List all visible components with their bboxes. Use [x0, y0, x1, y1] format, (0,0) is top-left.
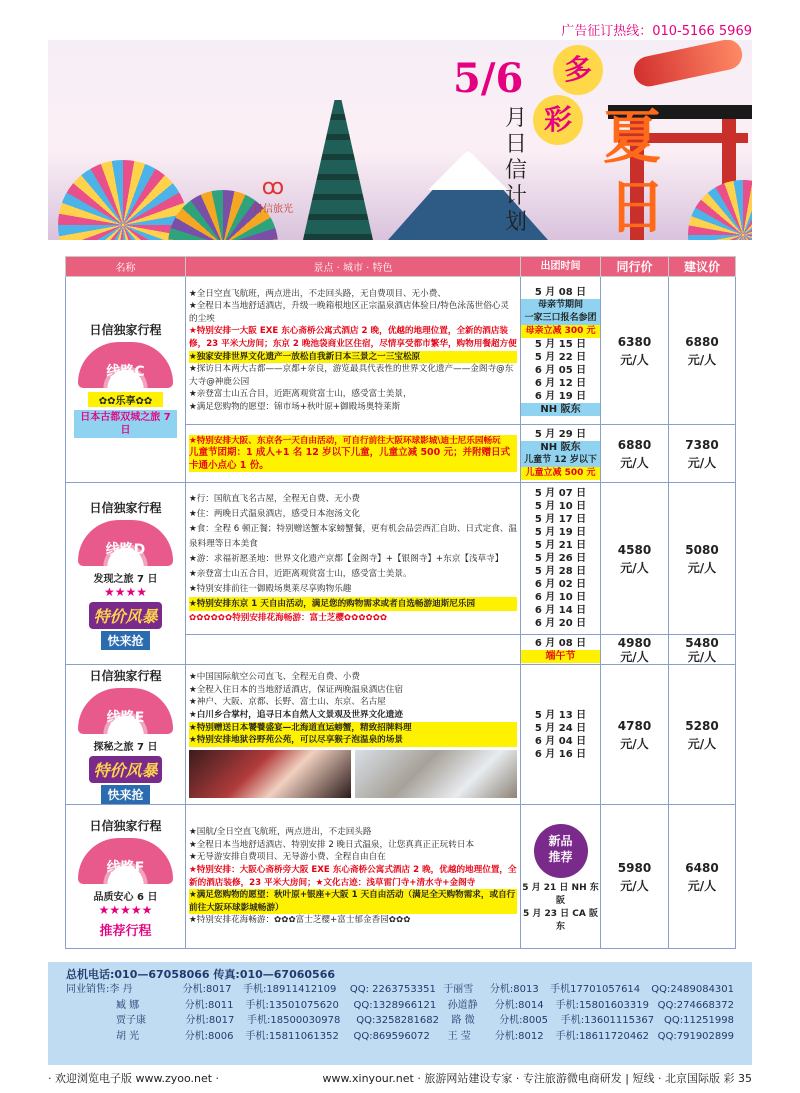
snow-monkey-photo [355, 750, 517, 798]
contact-mobile: 手机:13501075620 [245, 999, 339, 1011]
route-c-name-cell [66, 277, 186, 483]
date-item: 6 月 08 日 [534, 637, 587, 649]
route-d-dates-2 [521, 635, 601, 665]
date-item: 6 月 19 日 [534, 390, 587, 402]
route-e-dates [521, 665, 601, 805]
contact-ext: 分机:8017 [185, 1015, 235, 1026]
price-unit: 元/人 [620, 736, 649, 751]
route-badge: 线路D [78, 520, 173, 566]
date-note: 儿童立减 500 元 [521, 467, 600, 480]
contact-qq: QQ:2489084301 [651, 984, 735, 995]
recommend-label: 推荐行程 [99, 923, 152, 939]
exclusive-label: 日信独家行程 [89, 501, 162, 515]
contact-row [66, 982, 734, 998]
contact-mobile: 手机:15801603319 [555, 999, 649, 1011]
route-c-suggested-2 [669, 425, 736, 483]
route-d-price [601, 483, 669, 635]
date-item: 6 月 14 日 [534, 605, 587, 616]
date-item: 6 月 20 日 [534, 618, 587, 629]
table-row [66, 665, 736, 805]
contact-mobile: 手机:18911412109 [242, 984, 337, 995]
price-unit: 元/人 [687, 455, 717, 470]
price-value: 5980 [617, 860, 652, 875]
contact-ext: 分机:8006 [184, 1030, 234, 1042]
route-c-spots [186, 277, 521, 425]
route-f-suggested [669, 805, 736, 949]
route-d-spots [186, 483, 521, 635]
date-item: 5 月 28 日 [534, 566, 587, 577]
date-item: 5 月 15 日 [534, 338, 587, 350]
date-item: 6 月 16 日 [534, 748, 587, 760]
contact-panel [48, 962, 752, 1065]
footer-right[interactable]: www.xinyour.net · 旅游网站建设专家 · 专注旅游微电商研发 | 短线 · 北京国际版 彩 35 [322, 1072, 752, 1085]
route-badge: 线路F [78, 838, 173, 884]
date-item: 5 月 26 日 [534, 553, 587, 564]
spot-line: ★住：两晚日式温泉酒店，感受日本泡汤文化 [189, 509, 360, 519]
new-product-badge: 新品 推荐 [534, 824, 588, 878]
contact-row [66, 1029, 734, 1045]
price-unit: 元/人 [687, 649, 717, 664]
date-note: 母亲立减 300 元 [521, 325, 600, 338]
spot-line: ★特别安排一大阪 EXE 东心斋桥公寓式酒店 2 晚，优越的地理位置，全新的酒店装修，23 平米大房间；东京 2 晚池袋商业区住宿，尽情享受都市繁华，购物用餐超方便 [189, 326, 517, 349]
table-row [66, 277, 736, 425]
contact-qq: QQ:1328966121 [353, 999, 437, 1011]
spot-line: ★全程日本当地舒适酒店、特别安排 2 晚日式温泉，让您真真正正玩转日本 [189, 839, 475, 850]
table-row [66, 483, 736, 635]
spot-line: ★国航/全日空直飞航班，两点进出，不走回头路 [189, 827, 372, 838]
price-value: 5480 [685, 635, 719, 650]
route-d-price-2 [601, 635, 669, 665]
route-c-dates-2 [521, 425, 601, 483]
route-d-spots-empty [186, 635, 521, 665]
promo-badge: 特价风暴 [89, 756, 161, 783]
koi-streamer-illustration [631, 40, 745, 89]
banner-word-ri: 日 [608, 173, 667, 240]
contact-ext: 分机:8014 [494, 999, 544, 1011]
contact-name: 于丽雪 [443, 984, 474, 995]
price-value: 5080 [685, 542, 719, 557]
price-value: 6480 [685, 860, 719, 875]
price-value: 6380 [617, 334, 652, 349]
table-row [66, 805, 736, 949]
route-tag: 探秘之旅 7 日 [93, 742, 158, 753]
spot-line: ★满足您购物的愿望：秋叶原+银座+大阪 1 天自由活动（满足全天购物需求，或自行前往大阪环球影城畅游） [189, 890, 516, 913]
spot-line: ★神户、大阪、京都、长野、富士山、东京、名古屋 [189, 697, 386, 708]
contact-name: 贾子康 [116, 1015, 146, 1026]
spot-line: ★亲登富士山五合目，近距离观赏富士山，感受富士美景。 [189, 569, 412, 579]
contact-row [66, 1013, 734, 1029]
header-spots: 景点 · 城市 · 特色 [186, 257, 521, 277]
price-unit: 元/人 [687, 878, 717, 893]
header-suggested: 建议价 [669, 257, 736, 277]
holiday-note: 端午节 [521, 650, 600, 663]
spot-line: ✿✿✿✿✿✿特别安排花海畅游：富士芝樱✿✿✿✿✿✿ [189, 613, 388, 623]
date-item: 5 月 22 日 [534, 351, 587, 363]
price-unit: 元/人 [620, 455, 649, 470]
route-f-spots [186, 805, 521, 949]
spot-line: ★满足您购物的愿望：锦市场+秋叶原+御殿场奥特莱斯 [189, 401, 401, 412]
route-tag: 发现之旅 7 日 [93, 574, 158, 585]
banner-word-duo: 多 [553, 45, 603, 95]
footer-left[interactable]: · 欢迎浏览电子版 www.zyoo.net · [48, 1072, 220, 1085]
date-item: 5 月 21 日 NH 东阪 [522, 882, 599, 906]
date-item: 6 月 02 日 [534, 579, 587, 590]
contact-mobile: 手机:15811061352 [245, 1030, 339, 1042]
route-tag: ✿✿乐享✿✿ [88, 392, 163, 407]
company-logo: ꝏ 日信旅光 [253, 175, 293, 215]
price-value: 4780 [617, 718, 652, 733]
spot-line: ★全日空直飞航班，两点进出，不走回头路，无自费项目、无小费、 [189, 288, 446, 299]
page-footer [48, 1070, 752, 1086]
date-item: 5 月 23 日 CA 阪东 [522, 908, 599, 932]
route-subtitle: 日本古都双城之旅 7 日 [74, 410, 177, 438]
spot-line: ★特别安排前往一御殿场奥莱尽享购物乐趣 [189, 584, 352, 594]
date-item: 6 月 04 日 [534, 735, 587, 747]
route-f-name-cell [66, 805, 186, 949]
route-c-price [601, 277, 669, 425]
spot-line: ★游：求福祈愿圣地：世界文化遗产京都【金阁寺】+【银阁寺】+东京【浅草寺】 [189, 554, 504, 564]
contact-mobile: 手机:18611720462 [555, 1030, 649, 1042]
contact-ext: 分机:8012 [494, 1030, 544, 1042]
main-phone: 总机电话:010—67058066 传真:010—67060566 [66, 968, 336, 981]
price-unit: 元/人 [687, 560, 717, 575]
spot-line: ★特别安排花海畅游：✿✿✿富士芝樱+富士郁金香园✿✿✿ [189, 915, 411, 926]
spot-line: ★无导游安排自费项目、无导游小费、全程自由自在 [189, 852, 386, 863]
fan-decoration [58, 160, 188, 240]
route-badge: 线路C [78, 342, 173, 388]
date-item: 5 月 07 日 [534, 488, 587, 499]
tour-table [65, 256, 735, 949]
price-value: 4580 [617, 542, 652, 557]
date-item: 5 月 29 日 [534, 428, 587, 440]
date-item: 6 月 05 日 [534, 364, 587, 376]
price-unit: 元/人 [687, 352, 717, 367]
route-f-dates [521, 805, 601, 949]
price-value: 6880 [617, 437, 652, 452]
date-item: 5 月 24 日 [534, 722, 587, 734]
contact-ext: 分机:8005 [499, 1015, 549, 1026]
banner-word-xia: 夏 [603, 103, 662, 171]
flight-note: NH 阪东 [521, 441, 600, 454]
spot-line: ★行：国航直飞名古屋，全程无自费、无小费 [189, 494, 360, 504]
contact-qq: QQ:791902899 [657, 1030, 734, 1042]
route-badge: 线路E [78, 688, 173, 734]
contact-qq: QQ:11251998 [663, 1015, 734, 1026]
date-item: 5 月 13 日 [534, 709, 587, 721]
date-item: 6 月 10 日 [534, 592, 587, 603]
banner-title-date: 5/6 [453, 55, 524, 102]
route-tag: 品质安心 6 日 [93, 891, 158, 903]
date-item: 5 月 08 日 [534, 286, 587, 298]
contact-mobile: 手机:18500030978 [247, 1015, 341, 1026]
spot-line: ★探访日本两大古都——京都+奈良，游览最具代表性的世界文化遗产——金阁寺@东大寺@神鹿公园 [189, 364, 514, 387]
spot-line: ★特别安排地狱谷野苑公苑，可以尽享猴子泡温泉的场景 [189, 734, 517, 747]
pagoda-illustration [303, 100, 373, 240]
exclusive-label: 日信独家行程 [89, 669, 162, 683]
photo-strip [189, 750, 517, 798]
route-e-suggested [669, 665, 736, 805]
contact-name: 路 微 [451, 1015, 475, 1026]
route-c-spots-extra [186, 425, 521, 483]
date-item: 6 月 12 日 [534, 377, 587, 389]
price-value: 4980 [617, 635, 652, 650]
contact-mobile: 手机17701057614 [550, 984, 641, 995]
banner-title-sub: 月日信计划 [504, 106, 527, 235]
price-unit: 元/人 [620, 352, 649, 367]
date-item: 5 月 21 日 [534, 540, 587, 551]
spot-line: ★特别安排东京 1 天自由活动，满足您的购物需求或者自选畅游迪斯尼乐园 [189, 597, 517, 611]
route-e-price [601, 665, 669, 805]
price-unit: 元/人 [687, 736, 717, 751]
promo-badge: 特价风暴 [89, 602, 161, 629]
spot-line: 儿童节团期：1 成人+1 名 12 岁以下儿童，儿童立减 500 元；并附赠日式卡通小点心 1 份。 [189, 447, 517, 472]
table-header-row [66, 257, 736, 277]
spot-line: ★全程日本当地舒适酒店，升级一晚箱根地区正宗温泉酒店体验日/特色泳荡世俗心灵的尘埃 [189, 301, 509, 324]
contact-qq: QQ: 2263753351 [349, 984, 436, 995]
spot-line: ★独家安排世界文化遗产一放松自我新日本三景之一三宝松原 [189, 351, 517, 364]
contact-ext: 分机:8013 [489, 984, 539, 995]
spot-line: ★白川乡合掌村，追寻日本自然人文景观及世界文化遗迹 [189, 710, 403, 720]
date-note: 一家三口报名参团 [521, 312, 600, 325]
header-name: 名称 [66, 257, 186, 277]
rating-stars: ★★★★★ [98, 902, 153, 917]
exclusive-label: 日信独家行程 [89, 818, 162, 833]
banner-word-cai: 彩 [533, 95, 583, 145]
route-c-suggested [669, 277, 736, 425]
date-note: 儿童节 12 岁以下 [521, 454, 600, 467]
route-d-dates [521, 483, 601, 635]
ad-hotline: 广告征订热线：010-5166 5969 [561, 24, 752, 39]
mount-fuji-snowcap [428, 150, 508, 190]
price-value: 5280 [685, 718, 719, 733]
header-dates: 出团时间 [521, 257, 601, 277]
contact-qq: QQ:274668372 [657, 999, 734, 1011]
price-unit: 元/人 [620, 878, 649, 893]
price-value: 6880 [685, 334, 719, 349]
geisha-photo [189, 750, 351, 798]
contact-row [66, 998, 734, 1014]
contact-name: 胡 光 [116, 1030, 140, 1042]
route-d-suggested [669, 483, 736, 635]
route-d-name-cell [66, 483, 186, 665]
contact-qq: QQ:869596072 [353, 1030, 430, 1042]
spot-line: ★食：全程 6 顿正餐；特别赠送蟹本家螃蟹餐，更有机会品尝西汇自助、日式定食、温泉料理等日本美食 [189, 524, 518, 549]
date-item: 5 月 17 日 [534, 514, 587, 525]
route-c-dates [521, 277, 601, 425]
route-d-suggested-2 [669, 635, 736, 665]
date-note: 母亲节期间 [521, 299, 600, 312]
route-e-name-cell [66, 665, 186, 805]
rush-label: 快来抢 [101, 631, 149, 650]
contact-ext: 分机:8011 [184, 999, 234, 1011]
price-unit: 元/人 [620, 649, 649, 664]
contact-name: 臧 娜 [116, 999, 140, 1011]
exclusive-label: 日信独家行程 [89, 322, 162, 337]
spot-line: ★中国国际航空公司直飞、全程无自费、小费 [189, 672, 360, 683]
contact-qq: QQ:3258281682 [356, 1015, 439, 1026]
date-item: 5 月 10 日 [534, 501, 587, 512]
date-item: 5 月 19 日 [534, 527, 587, 538]
spot-line: ★特别安排：大阪心斋桥旁大阪 EXE 东心斋桥公寓式酒店 2 晚，优越的地理位置，全新的酒店装修，23 平米大房间；★文化古迹：浅草雷门寺+清水寺+金阁寺 [189, 864, 517, 888]
route-c-price-2 [601, 425, 669, 483]
contact-ext: 分机:8017 [182, 984, 232, 995]
spot-line: ★特别安排大阪、东京各一天自由活动，可自行前往大阪环球影城\迪士尼乐园畅玩 [189, 435, 517, 448]
route-e-spots [186, 665, 521, 805]
contact-name: 孙道静 [447, 999, 478, 1011]
spot-line: ★亲登富士山五合目，近距离观赏富士山，感受富士美景， [189, 389, 412, 400]
contact-mobile: 手机:13601115367 [560, 1015, 655, 1026]
header-price: 同行价 [601, 257, 669, 277]
spot-line: ★特别赠送日本饕餮盛宴—北海道直运螃蟹，精致招牌料理 [189, 722, 517, 735]
spot-line: ★全程入住日本的当地舒适酒店，保证两晚温泉酒店住宿 [189, 684, 403, 695]
contact-name: 王 莹 [447, 1030, 471, 1042]
rush-label: 快来抢 [101, 785, 149, 804]
banner [48, 40, 752, 240]
price-unit: 元/人 [620, 560, 649, 575]
contact-name: 同业销售:李 丹 [66, 984, 133, 995]
rating-stars: ★★★★ [103, 585, 148, 599]
route-f-price [601, 805, 669, 949]
price-value: 7380 [685, 437, 719, 452]
flight-note: NH 阪东 [521, 403, 600, 416]
